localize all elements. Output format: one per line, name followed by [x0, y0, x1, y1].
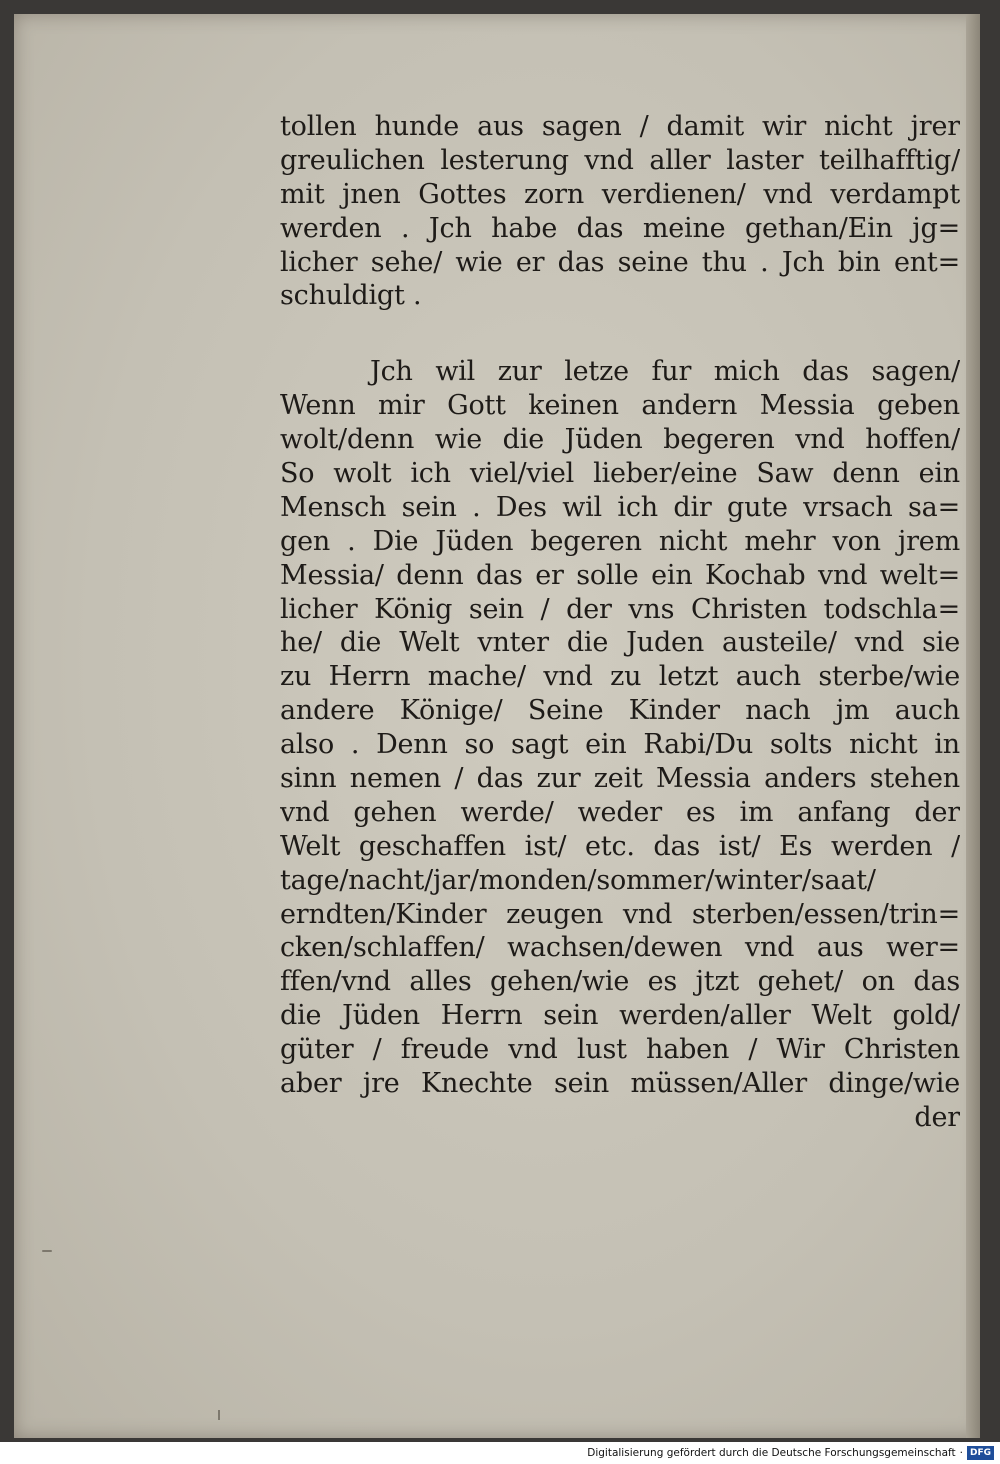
text-line: gen . Die Jüden begeren nicht mehr von jrem: [280, 525, 960, 557]
text-line: zu Herrn mache/ vnd zu letzt auch sterbe/wie: [280, 661, 960, 693]
dfg-logo-icon: DFG: [967, 1446, 994, 1460]
paper-fold-mark: [42, 1250, 52, 1252]
footer-credit: Digitalisierung gefördert durch die Deutsche Forschungsgemeinschaft: [587, 1447, 956, 1459]
footer-separator: ·: [959, 1447, 963, 1459]
text-line: sinn nemen / das zur zeit Messia anders stehen: [280, 763, 960, 795]
text-line: schuldigt .: [280, 280, 422, 312]
digitization-footer: [587, 1444, 994, 1462]
text-line: cken/schlaffen/ wachsen/dewen vnd aus wer=: [280, 932, 960, 964]
text-line: greulichen lesterung vnd aller laster teilhafftig/: [280, 144, 960, 176]
text-line: werden . Jch habe das meine gethan/Ein jg=: [280, 212, 960, 244]
text-line: mit jnen Gottes zorn verdienen/ vnd verdampt: [280, 178, 960, 210]
paragraph-gap: [280, 313, 960, 355]
text-line: vnd gehen werde/ weder es im anfang der: [280, 796, 960, 828]
text-line: ffen/vnd alles gehen/wie es jtzt gehet/ on das: [280, 966, 960, 998]
text-line: andere Könige/ Seine Kinder nach jm auch: [280, 695, 960, 727]
text-line: tollen hunde aus sagen / damit wir nicht jrer: [280, 111, 960, 142]
text-line: die Jüden Herrn sein werden/aller Welt gold/: [280, 1000, 960, 1032]
text-line: tage/nacht/jar/monden/sommer/winter/saat/: [280, 864, 876, 896]
text-line: also . Denn so sagt ein Rabi/Du solts nicht in: [280, 729, 960, 761]
text-line: güter / freude vnd lust haben / Wir Christen: [280, 1034, 960, 1066]
text-line: So wolt ich viel/viel lieber/eine Saw denn ein: [280, 458, 960, 490]
text-line: licher König sein / der vns Christen todschla=: [280, 593, 960, 625]
paragraph-1: [280, 110, 960, 313]
text-line: licher sehe/ wie er das seine thu . Jch bin ent=: [280, 246, 960, 278]
catchword: der: [914, 1101, 960, 1133]
body-text: [280, 110, 960, 1135]
text-line: Wenn mir Gott keinen andern Messia geben: [280, 390, 960, 422]
book-page: [14, 14, 980, 1438]
paragraph-2: [280, 355, 960, 1101]
text-line: Jch wil zur letze fur mich das sagen/: [370, 356, 960, 388]
text-line: aber jre Knechte sein müssen/Aller dinge/wie: [280, 1068, 960, 1100]
text-line: Messia/ denn das er solle ein Kochab vnd welt=: [280, 559, 960, 591]
text-line: he/ die Welt vnter die Juden austeile/ vnd sie: [280, 627, 960, 659]
text-line: erndten/Kinder zeugen vnd sterben/essen/trin=: [280, 898, 960, 930]
paper-speck: [218, 1410, 220, 1420]
text-line: Welt geschaffen ist/ etc. das ist/ Es werden /: [280, 830, 960, 862]
page-edge: [966, 14, 980, 1438]
text-line: Mensch sein . Des wil ich dir gute vrsach sa=: [280, 491, 960, 523]
text-line: wolt/denn wie die Jüden begeren vnd hoffen/: [280, 424, 960, 456]
